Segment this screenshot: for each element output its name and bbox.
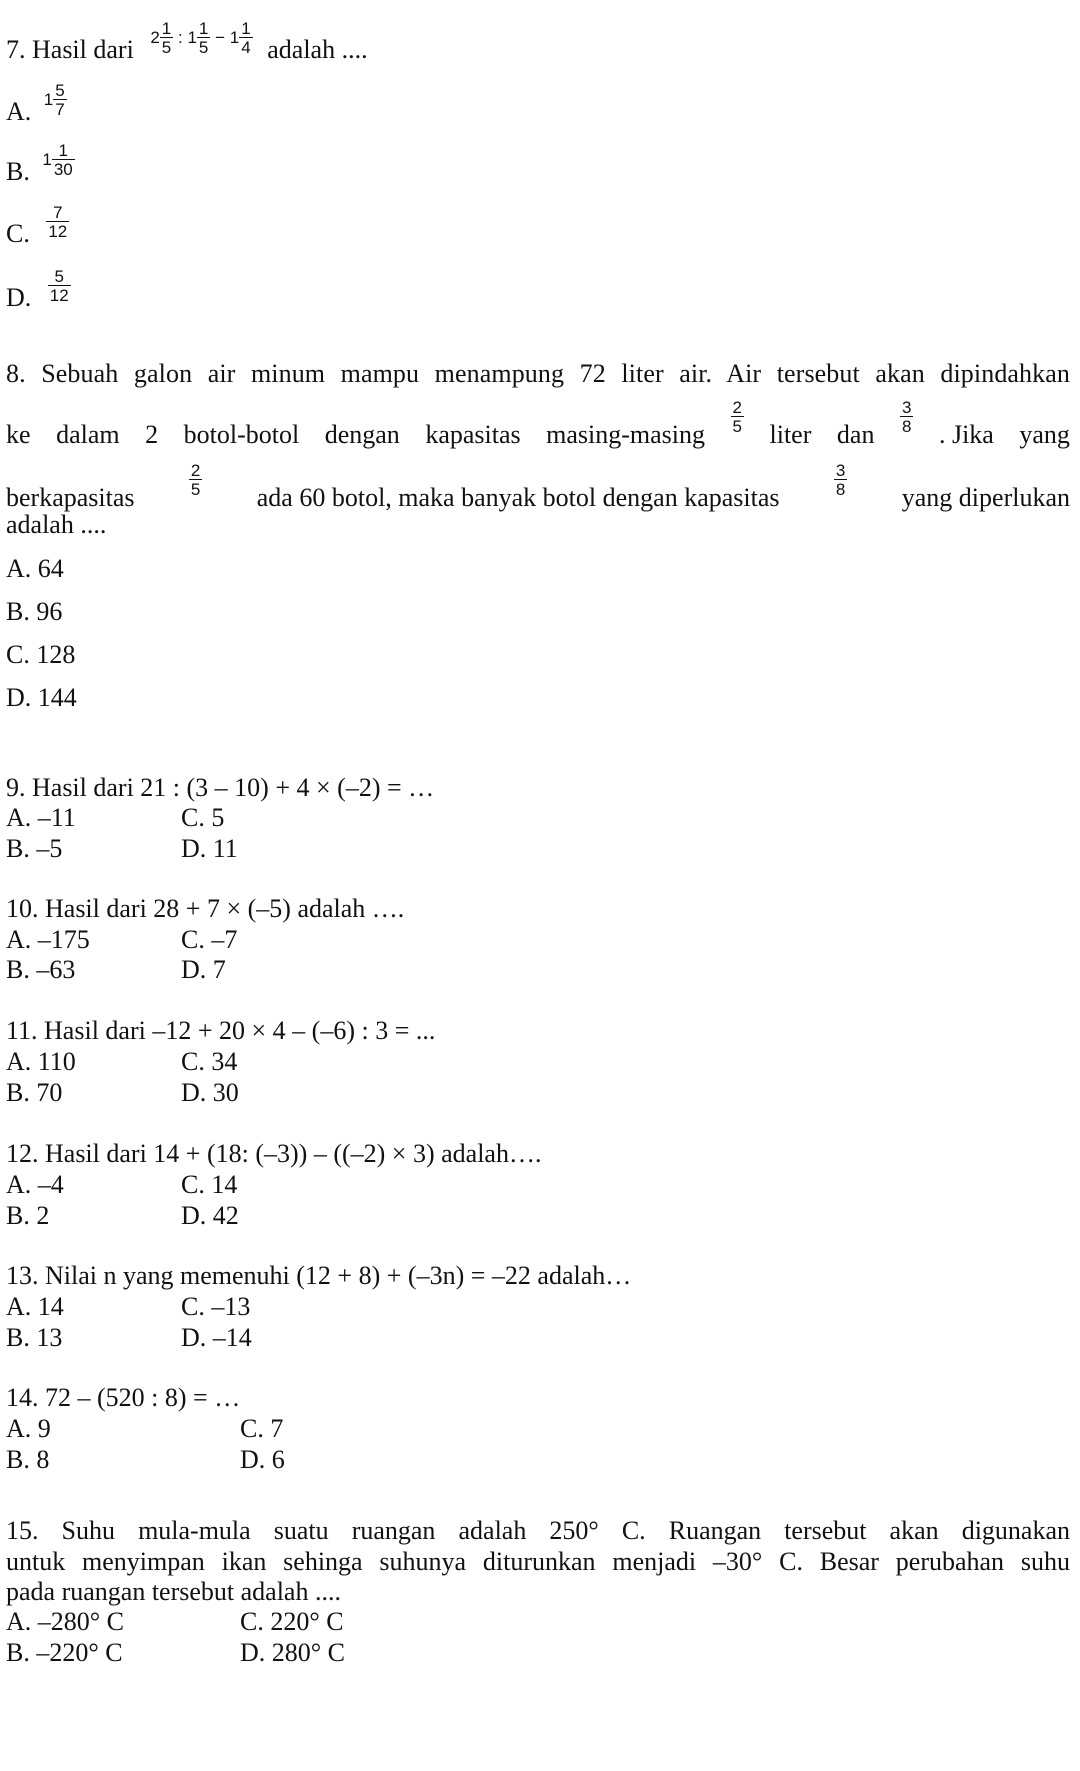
q11-stem: 11. Hasil dari –12 + 20 × 4 – (–6) : 3 = ... [6,1016,436,1045]
q15-line3: pada ruangan tersebut adalah .... [6,1577,341,1606]
q15-option-b[interactable]: B. –220° C [6,1638,123,1667]
q7-option-b[interactable]: B. 1 $\frac{1}{30}$ [6,141,73,186]
q12-option-a[interactable]: A. –4 [6,1170,64,1199]
q15-option-d[interactable]: D. 280° C [240,1638,346,1667]
q10-option-c[interactable]: C. –7 [181,925,238,954]
q8-line3: berkapasitas $\frac{2}{5}$ ada 60 botol, maka banyak botol dengan kapasitas $\frac{3}{8}$ yang diperlukan [6,461,1070,512]
q13-option-b[interactable]: B. 13 [6,1323,63,1352]
q14-option-c[interactable]: C. 7 [240,1414,284,1443]
q12-option-c[interactable]: C. 14 [181,1170,238,1199]
q15-option-a[interactable]: A. –280° C [6,1607,125,1636]
q13-option-a[interactable]: A. 14 [6,1292,64,1321]
q15-line1: 15. Suhu mula-mula suatu ruangan adalah 250° C. Ruangan tersebut akan digunakan [6,1516,1070,1545]
q10-option-b[interactable]: B. –63 [6,955,76,984]
q14-option-a[interactable]: A. 9 [6,1414,51,1443]
q12-option-b[interactable]: B. 2 [6,1201,50,1230]
q10-option-a[interactable]: A. –175 [6,925,90,954]
q7-stem [6,19,368,70]
q7-lead: 7. Hasil dari [6,34,134,64]
q11-option-b[interactable]: B. 70 [6,1078,63,1107]
q15-option-c[interactable]: C. 220° C [240,1607,344,1636]
q7-option-d[interactable]: D. $\frac{5}{12}$ [6,267,69,312]
q13-option-d[interactable]: D. –14 [181,1323,252,1352]
q14-option-b[interactable]: B. 8 [6,1445,50,1474]
q11-option-c[interactable]: C. 34 [181,1047,238,1076]
q9-option-b[interactable]: B. –5 [6,834,63,863]
q7-tail: adalah .... [267,34,368,64]
q8-option-c[interactable]: C. 128 [6,640,76,669]
q10-stem: 10. Hasil dari 28 + 7 × (–5) adalah …. [6,894,405,923]
q12-stem: 12. Hasil dari 14 + (18: (–3)) – ((–2) × 3) adalah…. [6,1139,542,1168]
q7-option-c[interactable]: C. $\frac{7}{12}$ [6,203,68,248]
q9-stem: 9. Hasil dari 21 : (3 – 10) + 4 × (–2) = … [6,773,435,802]
q13-stem: 13. Nilai n yang memenuhi (12 + 8) + (–3n) = –22 adalah… [6,1261,632,1290]
q8-line2: ke dalam 2 botol-botol dengan kapasitas masing-masing $\frac{2}{5}$ liter dan $\frac{3}{8}$ . Jika yang [6,398,1070,449]
q8-option-b[interactable]: B. 96 [6,597,63,626]
q8-line1: 8. Sebuah galon air minum mampu menampung 72 liter air. Air tersebut akan dipindahkan [6,359,1070,388]
q10-option-d[interactable]: D. 7 [181,955,226,984]
q14-stem: 14. 72 – (520 : 8) = … [6,1383,241,1412]
q14-option-d[interactable]: D. 6 [240,1445,285,1474]
q9-option-c[interactable]: C. 5 [181,803,225,832]
q15-line2: untuk menyimpan ikan sehinga suhunya diturunkan menjadi –30° C. Besar perubahan suhu [6,1547,1070,1576]
q9-option-d[interactable]: D. 11 [181,834,238,863]
q11-option-a[interactable]: A. 110 [6,1047,76,1076]
q7-option-a[interactable]: A. 1 $\frac{5}{7}$ [6,81,65,126]
q8-option-d[interactable]: D. 144 [6,683,77,712]
q12-option-d[interactable]: D. 42 [181,1201,239,1230]
q7-expression: 2 $\frac{1}{5}$ : 1 $\frac{1}{5}$ − 1 $\frac{1}{4}$ [150,19,251,57]
q9-option-a[interactable]: A. –11 [6,803,76,832]
q8-option-a[interactable]: A. 64 [6,554,64,583]
q11-option-d[interactable]: D. 30 [181,1078,239,1107]
q8-line4: adalah .... [6,510,107,539]
q13-option-c[interactable]: C. –13 [181,1292,251,1321]
